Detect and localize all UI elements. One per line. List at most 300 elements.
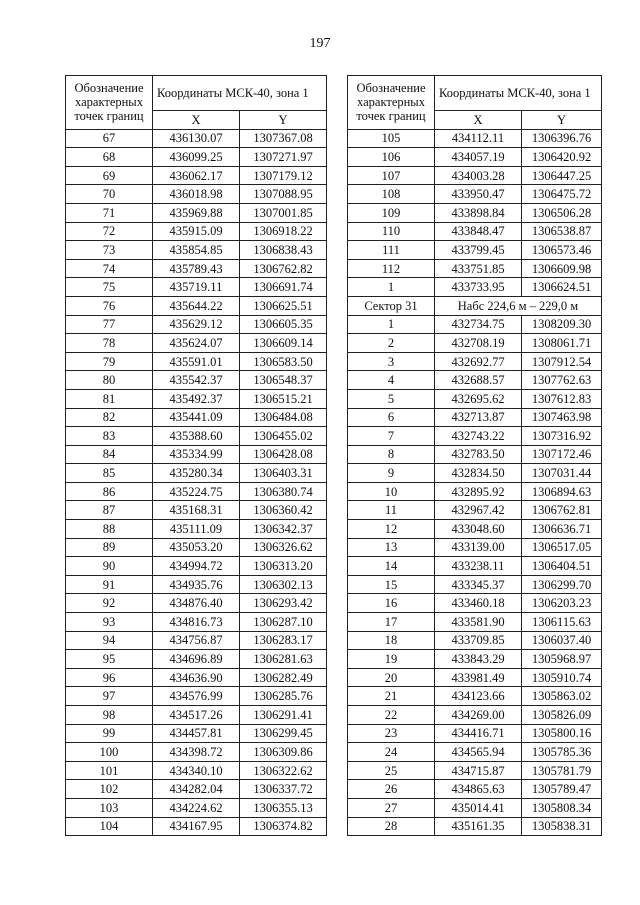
x-coordinate: 434517.26 (153, 706, 240, 725)
y-coordinate: 1306609.98 (522, 259, 602, 278)
table-row (66, 352, 327, 371)
x-coordinate: 433950.47 (435, 185, 522, 204)
table-row (348, 817, 602, 836)
table-row (348, 334, 602, 353)
y-coordinate: 1307031.44 (522, 464, 602, 483)
point-number: 103 (66, 798, 153, 817)
point-number: 74 (66, 259, 153, 278)
point-number: 75 (66, 278, 153, 297)
point-number: 27 (348, 798, 435, 817)
x-coordinate: 435280.34 (153, 464, 240, 483)
y-coordinate: 1306609.14 (240, 334, 327, 353)
point-number: 79 (66, 352, 153, 371)
y-coordinate: 1306636.71 (522, 520, 602, 539)
x-coordinate: 433238.11 (435, 557, 522, 576)
x-coordinate: 433709.85 (435, 631, 522, 650)
x-coordinate: 435542.37 (153, 371, 240, 390)
point-number: 78 (66, 334, 153, 353)
point-number: 5 (348, 389, 435, 408)
y-coordinate: 1306548.37 (240, 371, 327, 390)
table-row (348, 761, 602, 780)
y-coordinate: 1306624.51 (522, 278, 602, 297)
point-number: 88 (66, 520, 153, 539)
table-row (348, 148, 602, 167)
point-number: 8 (348, 445, 435, 464)
x-coordinate: 434416.71 (435, 724, 522, 743)
point-number: 67 (66, 129, 153, 148)
y-coordinate: 1306484.08 (240, 408, 327, 427)
y-coordinate: 1306838.43 (240, 241, 327, 260)
table-row (348, 501, 602, 520)
x-coordinate: 435161.35 (435, 817, 522, 836)
point-number: 109 (348, 203, 435, 222)
x-coordinate: 434876.40 (153, 594, 240, 613)
coordinates-header: Координаты МСК-40, зона 1 (153, 76, 327, 111)
coordinates-table-right (347, 75, 602, 836)
point-label-line1: Обозначение (74, 81, 144, 96)
table-row (66, 259, 327, 278)
table-row (348, 315, 602, 334)
x-coordinate: 432695.62 (435, 389, 522, 408)
table-row (348, 668, 602, 687)
y-coordinate: 1306309.86 (240, 743, 327, 762)
point-number: 7 (348, 427, 435, 446)
point-number: 17 (348, 613, 435, 632)
x-header: X (153, 111, 240, 130)
table-row (66, 464, 327, 483)
y-coordinate: 1306281.63 (240, 650, 327, 669)
table-row (348, 724, 602, 743)
point-label-header (66, 76, 153, 130)
x-coordinate: 434398.72 (153, 743, 240, 762)
x-coordinate: 435224.75 (153, 482, 240, 501)
x-coordinate: 434340.10 (153, 761, 240, 780)
x-coordinate: 432834.50 (435, 464, 522, 483)
x-coordinate: 432743.22 (435, 427, 522, 446)
y-coordinate: 1306299.70 (522, 575, 602, 594)
coordinates-table-left (65, 75, 327, 836)
table-row (66, 613, 327, 632)
point-number: 73 (66, 241, 153, 260)
point-number: 72 (66, 222, 153, 241)
table-row (66, 724, 327, 743)
point-number: 104 (66, 817, 153, 836)
point-number: 76 (66, 296, 153, 315)
y-coordinate: 1306583.50 (240, 352, 327, 371)
x-coordinate: 434123.66 (435, 687, 522, 706)
x-coordinate: 432734.75 (435, 315, 522, 334)
x-coordinate: 435854.85 (153, 241, 240, 260)
point-number: 70 (66, 185, 153, 204)
y-coordinate: 1306403.31 (240, 464, 327, 483)
point-number: 84 (66, 445, 153, 464)
x-coordinate: 435441.09 (153, 408, 240, 427)
table-row (348, 278, 602, 297)
y-coordinate: 1306506.28 (522, 203, 602, 222)
x-coordinate: 432783.50 (435, 445, 522, 464)
point-label-line3: точек границ (356, 109, 426, 124)
y-coordinate: 1306293.42 (240, 594, 327, 613)
y-coordinate: 1307271.97 (240, 148, 327, 167)
table-row (348, 613, 602, 632)
x-coordinate: 435388.60 (153, 427, 240, 446)
table-row (348, 445, 602, 464)
table-row (66, 538, 327, 557)
table-row (66, 129, 327, 148)
table-row (66, 315, 327, 334)
table-row (66, 166, 327, 185)
point-number: 77 (66, 315, 153, 334)
table-row (66, 501, 327, 520)
table-row (66, 241, 327, 260)
y-header: Y (522, 111, 602, 130)
sector-row-group (348, 296, 602, 315)
x-coordinate: 436099.25 (153, 148, 240, 167)
table-row (348, 557, 602, 576)
point-number: 87 (66, 501, 153, 520)
point-number: 10 (348, 482, 435, 501)
y-coordinate: 1306326.62 (240, 538, 327, 557)
y-coordinate: 1307001.85 (240, 203, 327, 222)
point-number: 97 (66, 687, 153, 706)
y-coordinate: 1305781.79 (522, 761, 602, 780)
x-coordinate: 436018.98 (153, 185, 240, 204)
y-coordinate: 1307367.08 (240, 129, 327, 148)
table-row (348, 185, 602, 204)
point-number: 13 (348, 538, 435, 557)
y-coordinate: 1305789.47 (522, 780, 602, 799)
point-number: 22 (348, 706, 435, 725)
x-coordinate: 434112.11 (435, 129, 522, 148)
y-coordinate: 1305808.34 (522, 798, 602, 817)
point-number: 112 (348, 259, 435, 278)
y-coordinate: 1307179.12 (240, 166, 327, 185)
point-number: 93 (66, 613, 153, 632)
x-coordinate: 433848.47 (435, 222, 522, 241)
y-coordinate: 1305800.16 (522, 724, 602, 743)
point-number: 80 (66, 371, 153, 390)
point-number: 105 (348, 129, 435, 148)
y-coordinate: 1306455.02 (240, 427, 327, 446)
x-coordinate: 433981.49 (435, 668, 522, 687)
table-row (66, 185, 327, 204)
table-row (348, 259, 602, 278)
point-number: 81 (66, 389, 153, 408)
point-number: 95 (66, 650, 153, 669)
x-coordinate: 436062.17 (153, 166, 240, 185)
point-number: 92 (66, 594, 153, 613)
table-row (348, 427, 602, 446)
y-coordinate: 1306515.21 (240, 389, 327, 408)
point-number: 99 (66, 724, 153, 743)
coordinates-header: Координаты МСК-40, зона 1 (435, 76, 602, 111)
y-coordinate: 1307088.95 (240, 185, 327, 204)
y-coordinate: 1307912.54 (522, 352, 602, 371)
y-coordinate: 1306302.13 (240, 575, 327, 594)
y-coordinate: 1306299.45 (240, 724, 327, 743)
x-coordinate: 432713.87 (435, 408, 522, 427)
y-coordinate: 1306360.42 (240, 501, 327, 520)
y-coordinate: 1306538.87 (522, 222, 602, 241)
table-row (66, 817, 327, 836)
point-number: 107 (348, 166, 435, 185)
x-coordinate: 433581.90 (435, 613, 522, 632)
x-coordinate: 435719.11 (153, 278, 240, 297)
table-row (348, 780, 602, 799)
point-number: 102 (66, 780, 153, 799)
x-coordinate: 436130.07 (153, 129, 240, 148)
y-coordinate: 1306282.49 (240, 668, 327, 687)
y-coordinate: 1306762.82 (240, 259, 327, 278)
x-coordinate: 432692.77 (435, 352, 522, 371)
point-number: 108 (348, 185, 435, 204)
x-coordinate: 433460.18 (435, 594, 522, 613)
table-row (348, 241, 602, 260)
table-row (66, 334, 327, 353)
x-coordinate: 434224.62 (153, 798, 240, 817)
point-number: 94 (66, 631, 153, 650)
point-number: 82 (66, 408, 153, 427)
x-coordinate: 434756.87 (153, 631, 240, 650)
x-coordinate: 434696.89 (153, 650, 240, 669)
point-label-header (348, 76, 435, 130)
left-table-body (66, 129, 327, 836)
y-coordinate: 1305838.31 (522, 817, 602, 836)
right-table-body-bottom (348, 315, 602, 836)
y-coordinate: 1306475.72 (522, 185, 602, 204)
x-coordinate: 432688.57 (435, 371, 522, 390)
point-number: 68 (66, 148, 153, 167)
table-row (348, 631, 602, 650)
y-coordinate: 1306380.74 (240, 482, 327, 501)
y-coordinate: 1305785.36 (522, 743, 602, 762)
x-coordinate: 434816.73 (153, 613, 240, 632)
table-row (66, 687, 327, 706)
x-coordinate: 435644.22 (153, 296, 240, 315)
y-coordinate: 1305826.09 (522, 706, 602, 725)
table-row (66, 371, 327, 390)
point-number: 16 (348, 594, 435, 613)
y-coordinate: 1306313.20 (240, 557, 327, 576)
x-coordinate: 434282.04 (153, 780, 240, 799)
table-row (348, 706, 602, 725)
table-row (348, 203, 602, 222)
y-coordinate: 1306396.76 (522, 129, 602, 148)
x-coordinate: 432708.19 (435, 334, 522, 353)
y-coordinate: 1306203.23 (522, 594, 602, 613)
table-row (348, 650, 602, 669)
point-number: 98 (66, 706, 153, 725)
y-coordinate: 1307172.46 (522, 445, 602, 464)
x-coordinate: 434457.81 (153, 724, 240, 743)
point-number: 111 (348, 241, 435, 260)
table-row (66, 798, 327, 817)
y-coordinate: 1306420.92 (522, 148, 602, 167)
x-coordinate: 433345.37 (435, 575, 522, 594)
table-row (66, 575, 327, 594)
y-coordinate: 1306291.41 (240, 706, 327, 725)
x-coordinate: 435014.41 (435, 798, 522, 817)
point-label-line1: Обозначение (356, 81, 426, 96)
point-number: 90 (66, 557, 153, 576)
table-row (348, 520, 602, 539)
point-number: 14 (348, 557, 435, 576)
y-coordinate: 1306287.10 (240, 613, 327, 632)
y-coordinate: 1305968.97 (522, 650, 602, 669)
y-coordinate: 1306322.62 (240, 761, 327, 780)
point-number: 9 (348, 464, 435, 483)
table-row (348, 575, 602, 594)
x-coordinate: 435789.43 (153, 259, 240, 278)
y-coordinate: 1307463.98 (522, 408, 602, 427)
x-coordinate: 433898.84 (435, 203, 522, 222)
table-row (348, 166, 602, 185)
point-number: 19 (348, 650, 435, 669)
x-coordinate: 434057.19 (435, 148, 522, 167)
point-number: 110 (348, 222, 435, 241)
x-coordinate: 435334.99 (153, 445, 240, 464)
table-row (66, 148, 327, 167)
point-number: 100 (66, 743, 153, 762)
point-number: 69 (66, 166, 153, 185)
y-coordinate: 1306342.37 (240, 520, 327, 539)
y-coordinate: 1306573.46 (522, 241, 602, 260)
y-coordinate: 1306285.76 (240, 687, 327, 706)
x-coordinate: 432967.42 (435, 501, 522, 520)
point-label-line2: характерных (75, 95, 143, 110)
table-row (66, 389, 327, 408)
y-coordinate: 1306283.17 (240, 631, 327, 650)
point-number: 101 (66, 761, 153, 780)
point-number: 2 (348, 334, 435, 353)
y-coordinate: 1306037.40 (522, 631, 602, 650)
x-coordinate: 434565.94 (435, 743, 522, 762)
x-coordinate: 433843.29 (435, 650, 522, 669)
sector-height-range: Набс 224,6 м – 229,0 м (435, 296, 602, 315)
y-coordinate: 1307612.83 (522, 389, 602, 408)
table-row (348, 594, 602, 613)
x-coordinate: 434636.90 (153, 668, 240, 687)
point-number: 20 (348, 668, 435, 687)
table-row (348, 464, 602, 483)
x-coordinate: 435629.12 (153, 315, 240, 334)
y-coordinate: 1306428.08 (240, 445, 327, 464)
y-header: Y (240, 111, 327, 130)
table-row (66, 222, 327, 241)
point-number: 83 (66, 427, 153, 446)
y-coordinate: 1307762.63 (522, 371, 602, 390)
table-row (66, 743, 327, 762)
y-coordinate: 1305863.02 (522, 687, 602, 706)
x-coordinate: 435969.88 (153, 203, 240, 222)
y-coordinate: 1306337.72 (240, 780, 327, 799)
x-coordinate: 434576.99 (153, 687, 240, 706)
point-number: 4 (348, 371, 435, 390)
point-number: 24 (348, 743, 435, 762)
point-number: 91 (66, 575, 153, 594)
table-row (66, 445, 327, 464)
y-coordinate: 1306355.13 (240, 798, 327, 817)
point-number: 1 (348, 278, 435, 297)
y-coordinate: 1306691.74 (240, 278, 327, 297)
table-row (66, 520, 327, 539)
y-coordinate: 1306605.35 (240, 315, 327, 334)
x-coordinate: 434715.87 (435, 761, 522, 780)
point-number: 3 (348, 352, 435, 371)
y-coordinate: 1306762.81 (522, 501, 602, 520)
point-label-line2: характерных (357, 95, 425, 110)
x-coordinate: 435915.09 (153, 222, 240, 241)
y-coordinate: 1306115.63 (522, 613, 602, 632)
table-row (66, 482, 327, 501)
x-coordinate: 434269.00 (435, 706, 522, 725)
x-coordinate: 435492.37 (153, 389, 240, 408)
y-coordinate: 1306447.25 (522, 166, 602, 185)
x-coordinate: 433799.45 (435, 241, 522, 260)
x-coordinate: 435624.07 (153, 334, 240, 353)
table-row (348, 798, 602, 817)
point-number: 96 (66, 668, 153, 687)
x-coordinate: 434935.76 (153, 575, 240, 594)
point-number: 71 (66, 203, 153, 222)
table-row (66, 668, 327, 687)
sector-label: Сектор 31 (348, 296, 435, 315)
point-number: 1 (348, 315, 435, 334)
y-coordinate: 1305910.74 (522, 668, 602, 687)
x-coordinate: 434003.28 (435, 166, 522, 185)
x-coordinate: 435111.09 (153, 520, 240, 539)
point-number: 25 (348, 761, 435, 780)
point-number: 12 (348, 520, 435, 539)
table-row (66, 408, 327, 427)
table-row (348, 352, 602, 371)
table-row (348, 482, 602, 501)
table-row (66, 650, 327, 669)
x-coordinate: 435168.31 (153, 501, 240, 520)
y-coordinate: 1306625.51 (240, 296, 327, 315)
y-coordinate: 1306894.63 (522, 482, 602, 501)
sector-row (348, 296, 602, 315)
y-coordinate: 1307316.92 (522, 427, 602, 446)
y-coordinate: 1306404.51 (522, 557, 602, 576)
table-row (66, 780, 327, 799)
x-coordinate: 433048.60 (435, 520, 522, 539)
table-row (348, 408, 602, 427)
right-table-body-top (348, 129, 602, 296)
table-row (348, 687, 602, 706)
point-number: 106 (348, 148, 435, 167)
table-row (66, 557, 327, 576)
table-row (348, 371, 602, 390)
point-number: 23 (348, 724, 435, 743)
x-coordinate: 434865.63 (435, 780, 522, 799)
table-row (66, 278, 327, 297)
table-row (66, 594, 327, 613)
x-coordinate: 434167.95 (153, 817, 240, 836)
x-coordinate: 435591.01 (153, 352, 240, 371)
table-row (66, 203, 327, 222)
table-row (348, 538, 602, 557)
table-row (66, 761, 327, 780)
table-row (348, 743, 602, 762)
point-label-line3: точек границ (74, 109, 144, 124)
point-number: 21 (348, 687, 435, 706)
point-number: 11 (348, 501, 435, 520)
point-number: 85 (66, 464, 153, 483)
page-number: 197 (309, 36, 331, 51)
x-coordinate: 433751.85 (435, 259, 522, 278)
point-number: 28 (348, 817, 435, 836)
